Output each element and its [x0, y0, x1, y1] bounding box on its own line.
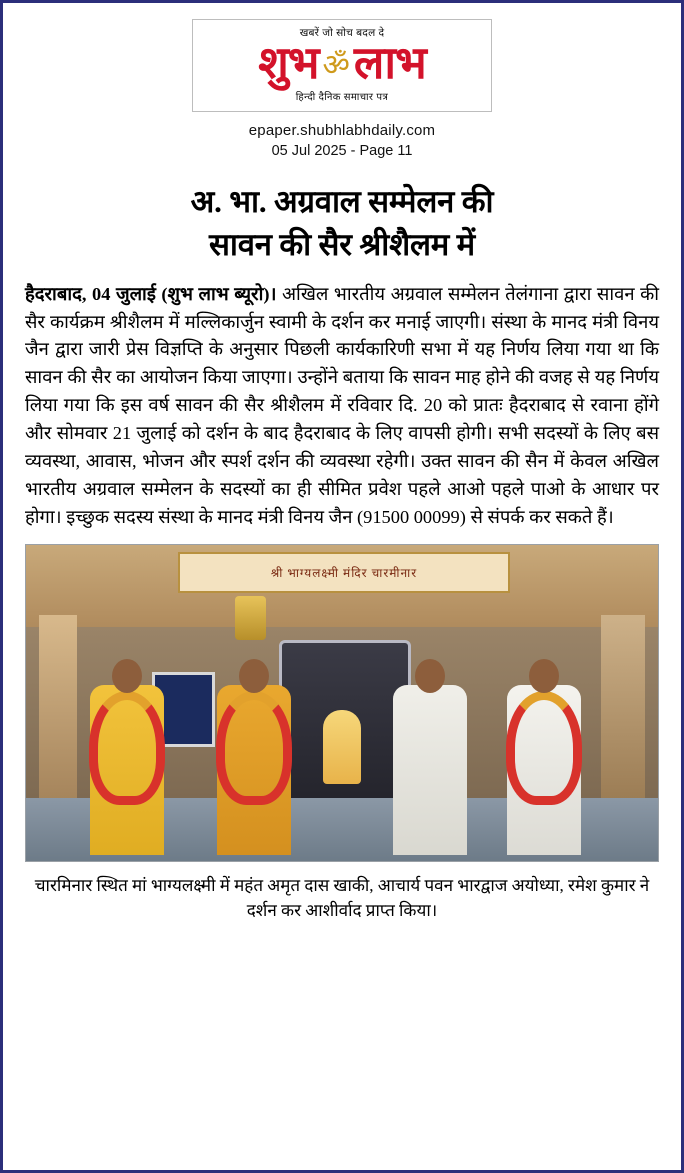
article-dateline: हैदराबाद, 04 जुलाई (शुभ लाभ ब्यूरो)। [25, 283, 277, 304]
photo-person-3-head [415, 659, 445, 693]
logo-word-right: लाभ [353, 38, 426, 88]
article-text: अखिल भारतीय अग्रवाल सम्मेलन तेलंगाना द्वारा सावन की सैर कार्यक्रम श्रीशैलम में मल्लिकार्जुन स्वामी के दर्शन कर मनाई जाएगी। संस्था के मानद मंत्री विनय जैन द्वारा जारी प्रेस विज्ञप्ति के अनुसार पिछली कार्यकारिणी सभा में यह निर्णय लिया गया था कि सावन की सैर का आयोजन किया जाएगा। उन्होंने बताया कि सावन माह होने की वजह से यह निर्णय लिया गया कि इस वर्ष सावन की सैर श्रीशैलम में रविवार दि. 20 को प्रातः हैदराबाद से रवाना होंगे और सोमवार 21 जुलाई को दर्शन के बाद हैदराबाद के लिए वापसी होगी। सभी सदस्यों के लिए बस व्यवस्था, आवास, भोजन और स्पर्श दर्शन की व्यवस्था रहेगी। उक्त सावन की सैन में केवल अखिल भारतीय अग्रवाल सम्मेलन के सदस्यों का ही सीमित प्रवेश पहले आओ पहले पाओ के आधार पर होगा। इच्छुक सदस्य संस्था के मानद मंत्री विनय जैन (91500 00099) से संपर्क कर सकते हैं। [25, 283, 660, 528]
photo-person-1-head [112, 659, 142, 693]
headline-line-2: सावन की सैर श्रीशैलम में [208, 226, 476, 262]
article-photo [25, 544, 659, 862]
photo-person-1-garland [89, 691, 165, 805]
masthead [25, 19, 659, 112]
photo-person-1 [77, 659, 178, 855]
photo-person-2-garland [216, 691, 292, 805]
photo-person-4-head [529, 659, 559, 693]
page-inner [3, 3, 681, 1170]
photo-person-2-head [239, 659, 269, 693]
headline-line-1: अ. भा. अग्रवाल सम्मेलन की [190, 184, 494, 219]
logo-word-left: शुभ [258, 38, 319, 88]
logo-tagline: खबरें जो सोच बदल दे [299, 27, 385, 39]
date-page-label: 05 Jul 2025 - Page 11 [271, 143, 413, 159]
photo-deity-idol [323, 710, 361, 784]
epaper-url: epaper.shubhlabhdaily.com [248, 122, 436, 139]
logo-wordmark [201, 38, 483, 88]
photo-person-4 [494, 659, 595, 855]
page-title [31, 181, 653, 267]
photo-lamp [235, 596, 267, 640]
photo-person-3-body [393, 685, 467, 855]
logo-subtitle: हिन्दी दैनिक समाचार पत्र [295, 92, 389, 103]
photo-pillar-right [601, 615, 645, 798]
photo-person-4-garland [506, 691, 582, 805]
ganesh-symbol-icon: ॐ [322, 48, 350, 82]
newspaper-logo [192, 19, 492, 112]
article-body [25, 281, 659, 533]
photo-pillar-left [39, 615, 77, 798]
photo-caption: चारमिनार स्थित मां भाग्यलक्ष्मी में महंत अमृत दास खाकी, आचार्य पवन भारद्वाज अयोध्या, रमेश कुमार ने दर्शन कर आशीर्वाद प्राप्त किया। [34, 876, 650, 920]
photo-person-2 [203, 659, 304, 855]
photo-person-3 [380, 659, 481, 855]
photo-temple-banner: श्री भाग्यलक्ष्मी मंदिर चारमीनार [178, 552, 511, 594]
